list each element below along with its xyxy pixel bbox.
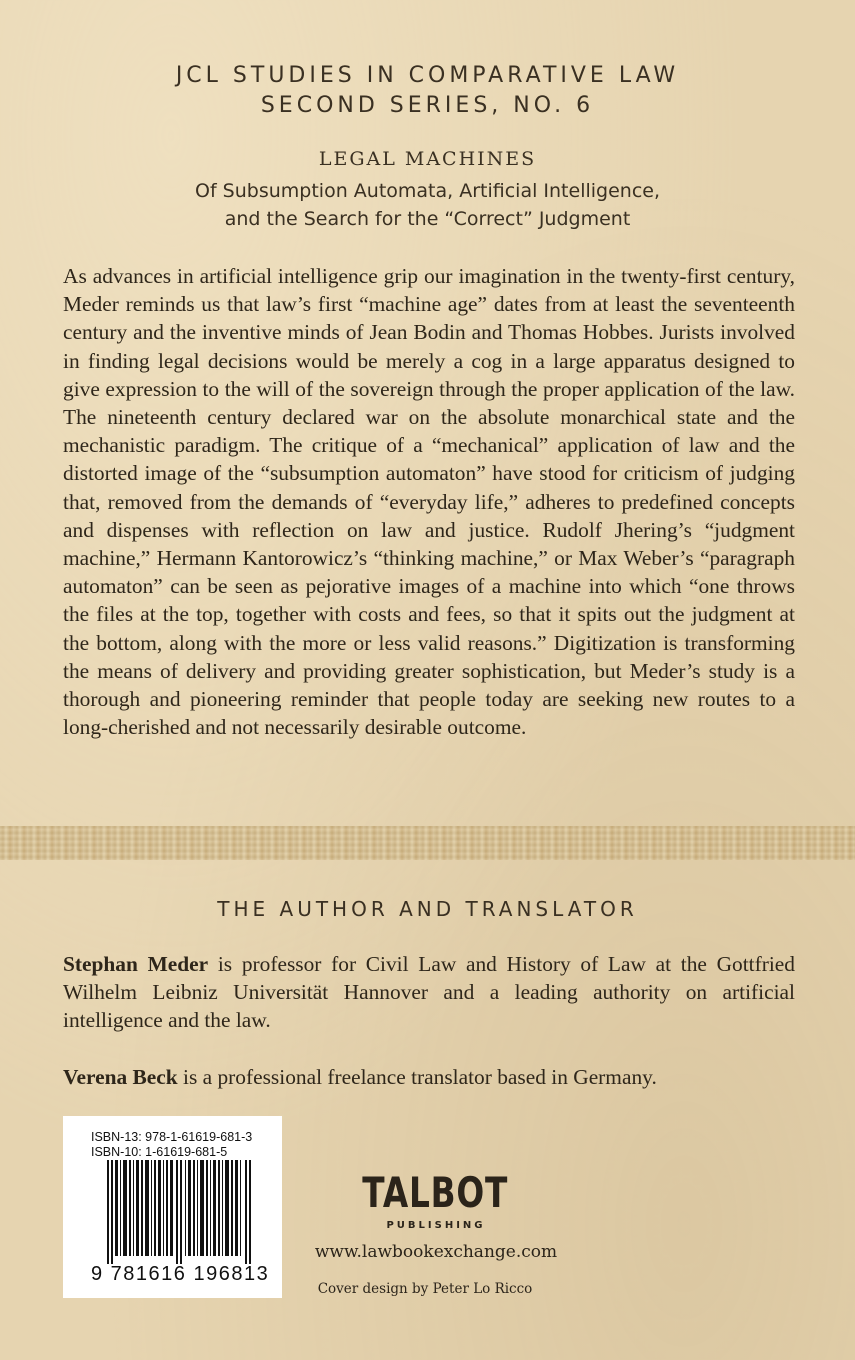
series-title-line-1: JCL STUDIES IN COMPARATIVE LAW bbox=[175, 63, 680, 88]
book-subtitle-line-1: Of Subsumption Automata, Artificial Intelligence, bbox=[194, 180, 660, 202]
publisher-logo-subtitle: PUBLISHING bbox=[386, 1220, 486, 1231]
barcode-digits: 9 781616 196813 bbox=[91, 1263, 270, 1285]
series-title-line-2: SECOND SERIES, NO. 6 bbox=[260, 93, 595, 118]
author-bio bbox=[63, 950, 795, 1035]
publisher-logo: TALBOT bbox=[362, 1168, 509, 1217]
author-name: Stephan Meder bbox=[63, 952, 209, 976]
isbn-10: ISBN-10: 1-61619-681-5 bbox=[91, 1145, 228, 1159]
decorative-divider bbox=[0, 826, 855, 860]
book-subtitle-line-2: and the Search for the “Correct” Judgment bbox=[224, 208, 631, 230]
isbn-13: ISBN-13: 978-1-61619-681-3 bbox=[91, 1130, 253, 1144]
translator-bio bbox=[63, 1063, 795, 1091]
translator-bio-text: is a professional freelance translator based in Germany. bbox=[177, 1065, 657, 1089]
book-blurb: As advances in artificial intelligence grip our imagination in the twenty-first century, Meder reminds us that law’s first “machine age” dates from at least the seventeenth century and the inventive minds of Jean Bodin and Thomas Hobbes. Jurists involved in finding legal decisions would be merely a cog in a large apparatus designed to give expression to the will of the sovereign through the proper application of the law. The nineteenth century declared war on the absolute monarchical state and the mechanistic paradigm. The critique of a “mechanical” application of law and the distorted image of the “subsumption automaton” have stood for criticism of judging that, removed from the demands of “everyday life,” adheres to predefined concepts and dispenses with reflection on law and justice. Rudolf Jhering’s “judgment machine,” Hermann Kantorowicz’s “thinking machine,” or Max Weber’s “paragraph automaton” can be seen as pejorative images of a machine into which “one throws the files at the top, together with costs and fees, so that it spits out the judgment at the bottom, along with the more or less valid reasons.” Digitization is transforming the means of delivery and providing greater sophistication, but Meder’s study is a thorough and pioneering reminder that people today are seeking new routes to a long-cherished and not necessarily desirable outcome. bbox=[63, 264, 795, 740]
author-bio-text: is professor for Civil Law and History of Law at the Gottfried Wilhelm Leibniz Universität Hannover and a leading authority on artificial intelligence and the law. bbox=[63, 952, 795, 1033]
book-title: LEGAL MACHINES bbox=[318, 148, 537, 170]
cover-design-credit: Cover design by Peter Lo Ricco bbox=[317, 1281, 533, 1297]
author-section-heading: THE AUTHOR AND TRANSLATOR bbox=[217, 897, 638, 921]
publisher-website: www.lawbookexchange.com bbox=[314, 1242, 558, 1262]
translator-name: Verena Beck bbox=[63, 1065, 178, 1089]
